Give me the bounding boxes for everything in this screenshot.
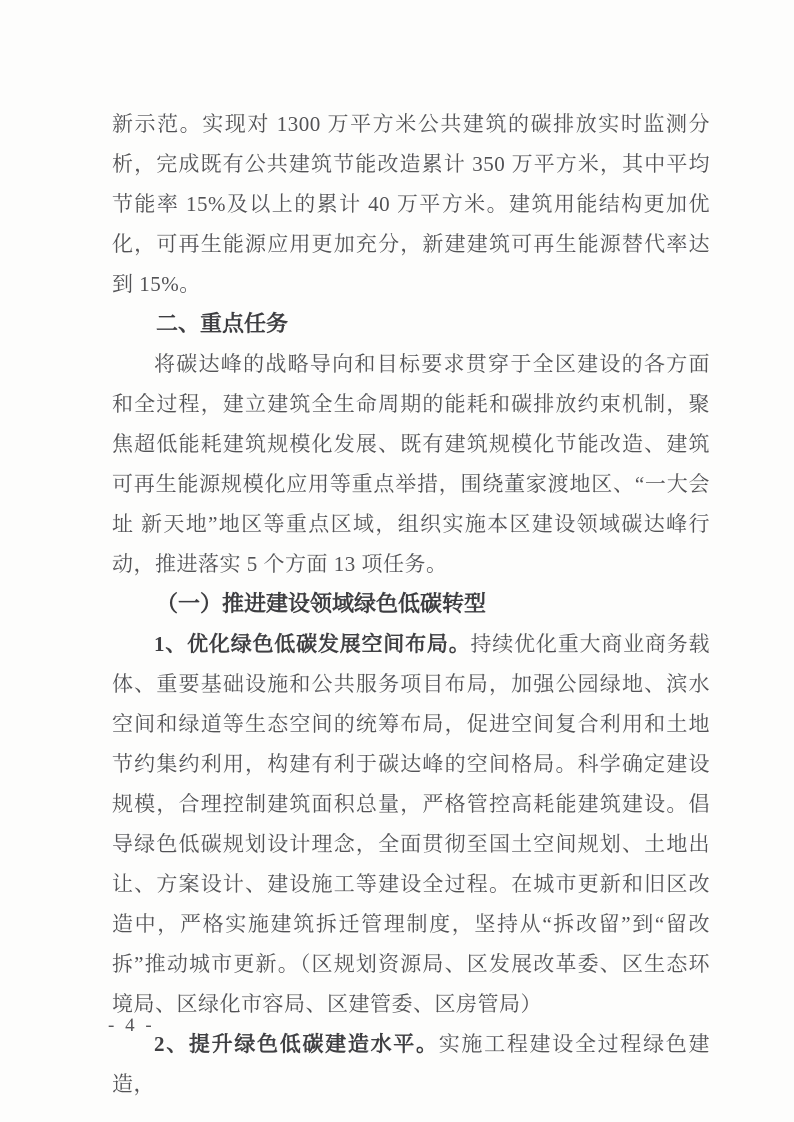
task-1-text: 持续优化重大商业商务载体、重要基础设施和公共服务项目布局，加强公园绿地、滨水空间和绿道等生态空间的统筹布局，促进空间复合利用和土地节约集约利用，构建有利于碳达峰的空间格局。科学确定建设规模，合理控制建筑面积总量，严格管控高耗能建筑建设。倡导绿色低碳规划设计理念，全面贯彻至国土空间规划、土地出让、方案设计、建设施工等建设全过程。在城市更新和旧区改造中，严格实施建筑拆迁管理制度，坚持从“拆改留”到“留改拆”推动城市更新。（区规划资源局、区发展改革委、区生态环境局、区绿化市容局、区建管委、区房管局） — [112, 632, 710, 1016]
section-heading-key-tasks: 二、重点任务 — [156, 311, 289, 336]
paragraph-overview: 将碳达峰的战略导向和目标要求贯穿于全区建设的各方面和全过程，建立建筑全生命周期的能耗和碳排放约束机制，聚焦超低能耗建筑规模化发展、既有建筑规模化节能改造、建筑可再生能源规模化应用等重点举措，围绕董家渡地区、“一大会址 新天地”地区等重点区域，组织实施本区建设领域碳达峰行动，推进落实 5 个方面 13 项任务。 — [112, 352, 710, 576]
task-2-title: 2、提升绿色低碳建造水平。 — [154, 1032, 439, 1056]
page-number: - 4 - — [108, 1015, 155, 1036]
subsection-heading-green-transition: （一）推进建设领域绿色低碳转型 — [156, 591, 487, 616]
paragraph-task-1 — [112, 624, 710, 1024]
document-body — [112, 104, 710, 1104]
paragraph-task-2 — [112, 1024, 710, 1104]
task-1-title: 1、优化绿色低碳发展空间布局。 — [154, 632, 471, 656]
paragraph-carryover: 新示范。实现对 1300 万平方米公共建筑的碳排放实时监测分析，完成既有公共建筑节能改造累计 350 万平方米，其中平均节能率 15%及以上的累计 40 万平方米。建筑用能结构更加优化，可再生能源应用更加充分，新建建筑可再生能源替代率达到 15%。 — [112, 112, 710, 296]
task-2-text: 实施工程建设全过程绿色建造， — [112, 1032, 711, 1096]
